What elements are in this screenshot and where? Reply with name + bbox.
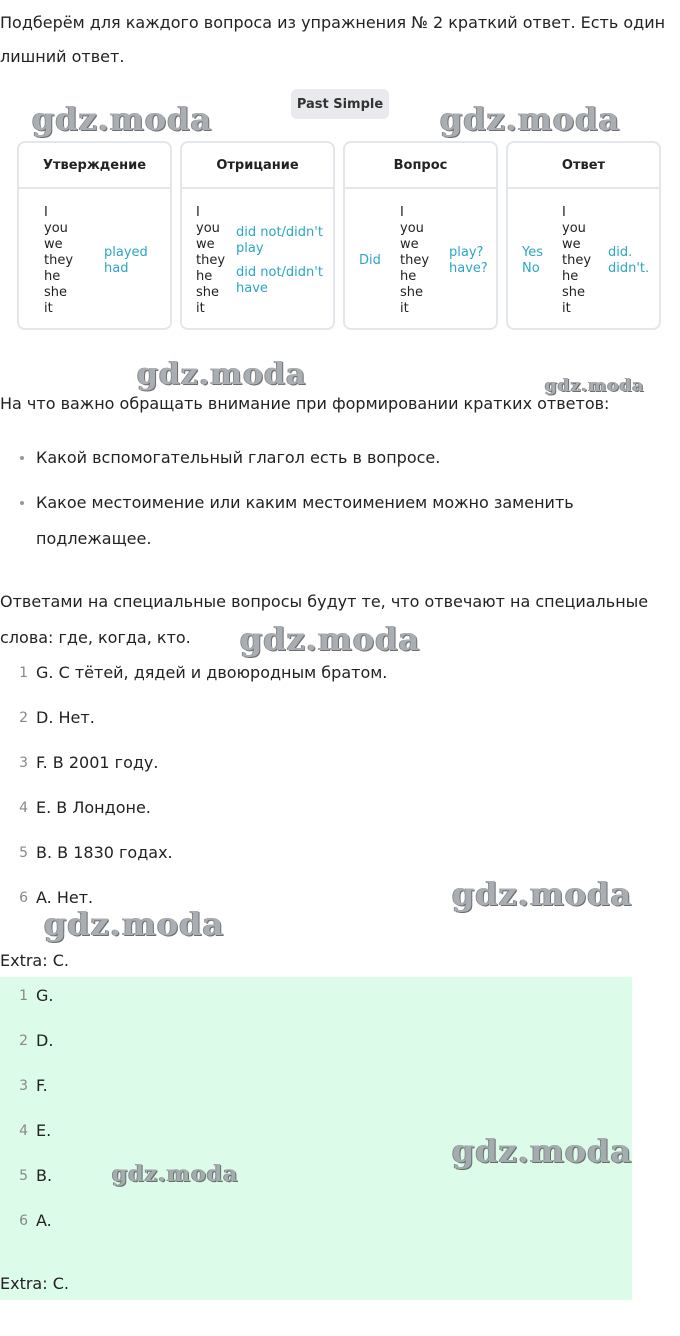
pronoun: you (400, 221, 424, 236)
card-header: Ответ (508, 143, 659, 189)
list-number: 5 (19, 1168, 28, 1184)
pronoun: they (44, 253, 74, 268)
pronoun: he (196, 269, 213, 284)
pronoun: we (400, 237, 419, 252)
card-header: Утверждение (19, 143, 170, 189)
tense-badge: Past Simple (291, 89, 389, 119)
list-number: 1 (19, 988, 28, 1004)
extra-answer: Extra: C. (0, 1274, 69, 1293)
watermark: gdz.moda (112, 1161, 239, 1187)
list-number: 6 (19, 1213, 28, 1229)
list-item: A. Нет. (36, 888, 94, 907)
list-number: 1 (19, 665, 28, 681)
pronoun: I (196, 205, 200, 220)
negative-have: did not/didn't have (236, 265, 323, 296)
pronoun: you (562, 221, 586, 236)
verb-had: had (104, 261, 129, 276)
extra-answer: Extra: C. (0, 951, 69, 970)
pronoun: you (196, 221, 220, 236)
intro-text: Подберём для каждого вопроса из упражнения № 2 краткий ответ. Есть один лишний ответ. (0, 13, 666, 66)
list-number: 4 (19, 1123, 28, 1139)
list-item: F. В 2001 году. (36, 753, 159, 772)
pronoun: you (44, 221, 68, 236)
negative-play: did not/didn't play (236, 225, 323, 256)
list-number: 2 (19, 1033, 28, 1049)
pronoun: it (196, 301, 205, 316)
question-play: play? (449, 245, 484, 260)
list-item: G. (36, 986, 54, 1005)
question-have: have? (449, 261, 488, 276)
watermark: gdz.moda (44, 905, 225, 943)
pronoun: I (44, 205, 48, 220)
pronoun: she (562, 285, 586, 300)
table-card-question (343, 141, 498, 330)
list-item: G. С тётей, дядей и двоюродным братом. (36, 663, 388, 682)
bullet-text: Какое местоимение или каким местоимением можно заменить подлежащее. (36, 493, 574, 548)
bullet-marker (20, 497, 30, 507)
list-number: 5 (19, 845, 28, 861)
pronoun: he (562, 269, 579, 284)
watermark: gdz.moda (452, 875, 633, 913)
watermark: gdz.moda (32, 100, 213, 138)
bullet-marker (20, 452, 30, 462)
pronoun: I (400, 205, 404, 220)
table-card-affirmative (17, 141, 172, 330)
watermark: gdz.moda (240, 620, 421, 658)
pronoun: she (44, 285, 68, 300)
answer-yes: Yes (522, 245, 543, 260)
pronoun: it (562, 301, 571, 316)
list-item: F. (36, 1076, 48, 1095)
list-item: A. (36, 1211, 52, 1230)
list-item: B. (36, 1166, 53, 1185)
pronoun: it (44, 301, 53, 316)
card-header: Отрицание (182, 143, 333, 189)
watermark: gdz.moda (452, 1132, 633, 1170)
watermark: gdz.moda (137, 357, 307, 392)
pronoun: she (400, 285, 424, 300)
pronoun: they (400, 253, 430, 268)
pronoun: they (562, 253, 592, 268)
pronoun-list (196, 205, 225, 317)
pronoun: she (196, 285, 220, 300)
list-item: B. В 1830 годах. (36, 843, 173, 862)
answer-didnt: didn't. (608, 261, 650, 276)
card-header: Вопрос (345, 143, 496, 189)
pronoun: they (196, 253, 226, 268)
pronoun-list (400, 205, 429, 317)
pronoun-list (44, 205, 73, 317)
answer-no: No (522, 261, 540, 276)
pronoun: we (196, 237, 215, 252)
pronoun: I (562, 205, 566, 220)
watermark: gdz.moda (440, 100, 621, 138)
list-number: 3 (19, 1078, 28, 1094)
pronoun: it (400, 301, 409, 316)
watermark: gdz.moda (545, 376, 645, 396)
tips-intro: На что важно обращать внимание при формировании кратких ответов: (0, 394, 610, 413)
table-card-answer (506, 141, 661, 330)
pronoun: he (44, 269, 61, 284)
list-number: 2 (19, 710, 28, 726)
pronoun: we (44, 237, 63, 252)
table-card-negative (180, 141, 335, 330)
verb-played: played (104, 245, 148, 260)
list-item: E. (36, 1121, 52, 1140)
question-did: Did (359, 253, 381, 268)
list-number: 6 (19, 890, 28, 906)
special-questions-note: Ответами на специальные вопросы будут те, что отвечают на специальные слова: где, когда, кто. (0, 592, 649, 647)
list-item: E. В Лондоне. (36, 798, 151, 817)
pronoun: we (562, 237, 581, 252)
pronoun: he (400, 269, 417, 284)
list-item: D. Нет. (36, 708, 95, 727)
answer-did: did. (608, 245, 633, 260)
list-item: D. (36, 1031, 54, 1050)
list-number: 4 (19, 800, 28, 816)
bullet-text: Какой вспомогательный глагол есть в вопросе. (36, 448, 441, 467)
pronoun-list (562, 205, 591, 317)
list-number: 3 (19, 755, 28, 771)
